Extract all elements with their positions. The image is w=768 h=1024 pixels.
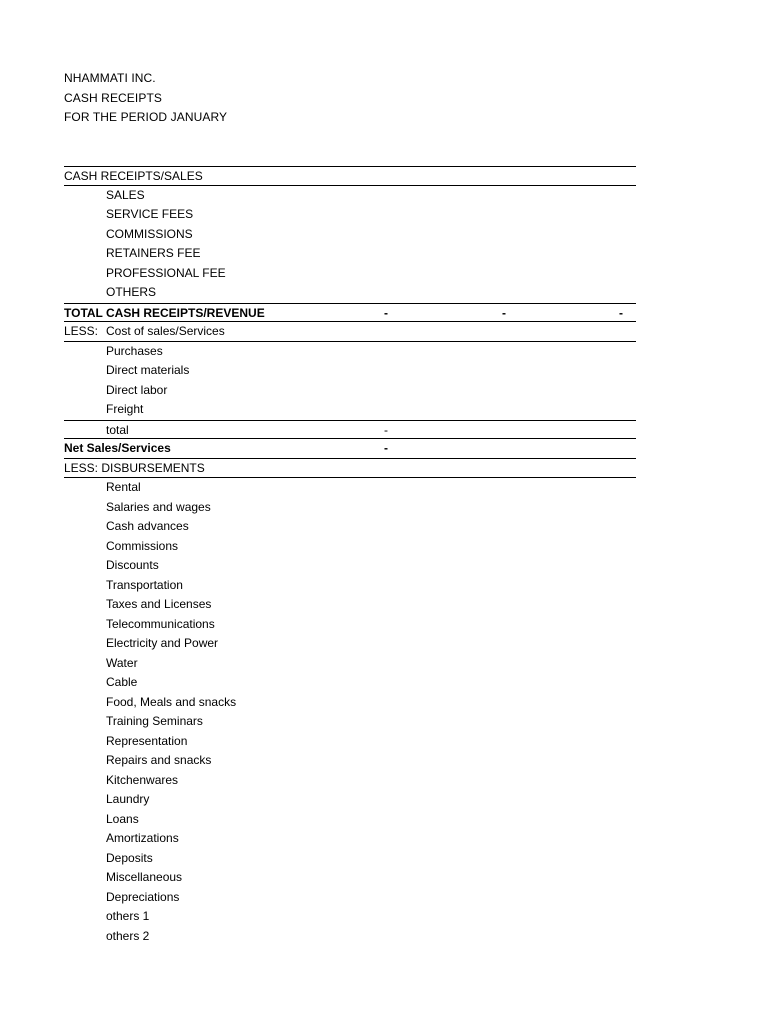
disbursement-row [64,654,636,674]
disbursement-row [64,693,636,713]
disbursement-row [64,829,636,849]
disbursement-label: Depreciations [106,889,180,904]
net-sales-value: - [384,441,388,455]
disbursement-row [64,771,636,791]
receipt-row [64,205,636,225]
cost-total-label: total [106,422,129,437]
cash-receipts-document [64,69,636,943]
disbursement-label: Miscellaneous [106,870,183,884]
disbursement-label: Discounts [106,558,159,572]
disbursement-row [64,927,636,947]
disbursement-label: Food, Meals and snacks [106,694,237,709]
disbursement-row [64,576,636,596]
disbursement-label: Salaries and wages [106,499,211,514]
disbursement-row [64,712,636,732]
disbursement-label: Cable [106,675,138,689]
disbursement-label: Training Seminars [106,714,203,728]
disbursement-label: Amortizations [106,831,179,845]
disbursement-row [64,790,636,810]
disbursement-label: Transportation [106,577,183,592]
disbursement-label: Representation [106,733,188,748]
cost-less-prefix: LESS: [64,324,99,338]
receipt-row [64,225,636,245]
receipt-label: PROFESSIONAL FEE [106,265,226,280]
cost-label: Freight [106,402,144,416]
disbursement-row [64,634,636,654]
disbursement-row [64,868,636,888]
receipts-section-title: CASH RECEIPTS/SALES [64,169,203,183]
disbursement-label: Electricity and Power [106,636,219,650]
receipt-label: COMMISSIONS [106,226,193,241]
cost-row [64,342,636,362]
net-sales-row [64,439,636,459]
report-period: FOR THE PERIOD JANUARY [64,110,228,124]
disbursement-label: Commissions [106,538,179,553]
disbursement-row [64,907,636,927]
disbursement-row [64,673,636,693]
company-name: NHAMMATI INC. [64,71,156,85]
receipt-row [64,264,636,284]
report-title: CASH RECEIPTS [64,90,162,105]
cost-label: Direct labor [106,382,168,397]
receipt-row [64,283,636,303]
cash-receipts-table [64,166,636,946]
disbursement-label: Loans [106,811,139,826]
disbursement-label: Kitchenwares [106,772,179,787]
disbursement-label: Water [106,655,138,670]
disbursement-row [64,517,636,537]
cost-label: Direct materials [106,363,190,377]
cost-total-value: - [384,422,388,437]
net-sales-label: Net Sales/Services [64,441,171,455]
cost-row [64,361,636,381]
disbursement-row [64,498,636,518]
disbursement-row [64,849,636,869]
disbursement-label: others 1 [106,909,150,923]
cost-row [64,381,636,401]
receipt-label: OTHERS [106,285,157,299]
disbursement-row [64,556,636,576]
disbursement-row [64,732,636,752]
receipt-label: SERVICE FEES [106,207,194,221]
receipt-label: SALES [106,187,145,202]
disbursements-section-title: LESS: DISBURSEMENTS [64,460,205,475]
total-receipts-label: TOTAL CASH RECEIPTS/REVENUE [64,305,265,320]
receipt-label: RETAINERS FEE [106,246,201,260]
disbursement-row [64,537,636,557]
disbursement-row [64,478,636,498]
disbursement-label: Telecommunications [106,616,215,631]
total-receipts-value-1: - [384,305,388,320]
disbursement-row [64,615,636,635]
receipt-row [64,186,636,206]
cost-row [64,400,636,420]
cost-total-row [64,420,636,440]
disbursement-label: Cash advances [106,519,189,533]
disbursement-label: others 2 [106,928,150,943]
disbursement-row [64,888,636,908]
total-receipts-value-2: - [502,305,506,320]
disbursements-section-header [64,459,636,479]
total-receipts-row [64,303,636,323]
cost-label: Purchases [106,343,163,358]
receipts-section-header [64,166,636,186]
total-receipts-value-3: - [619,305,623,320]
cost-section-title: Cost of sales/Services [106,324,225,338]
receipt-row [64,244,636,264]
disbursement-label: Deposits [106,850,153,865]
disbursement-row [64,751,636,771]
disbursement-row [64,595,636,615]
disbursement-label: Taxes and Licenses [106,597,212,611]
disbursement-label: Rental [106,480,141,494]
disbursement-row [64,810,636,830]
disbursement-label: Repairs and snacks [106,753,212,767]
disbursement-label: Laundry [106,792,150,806]
cost-section-header [64,322,636,342]
